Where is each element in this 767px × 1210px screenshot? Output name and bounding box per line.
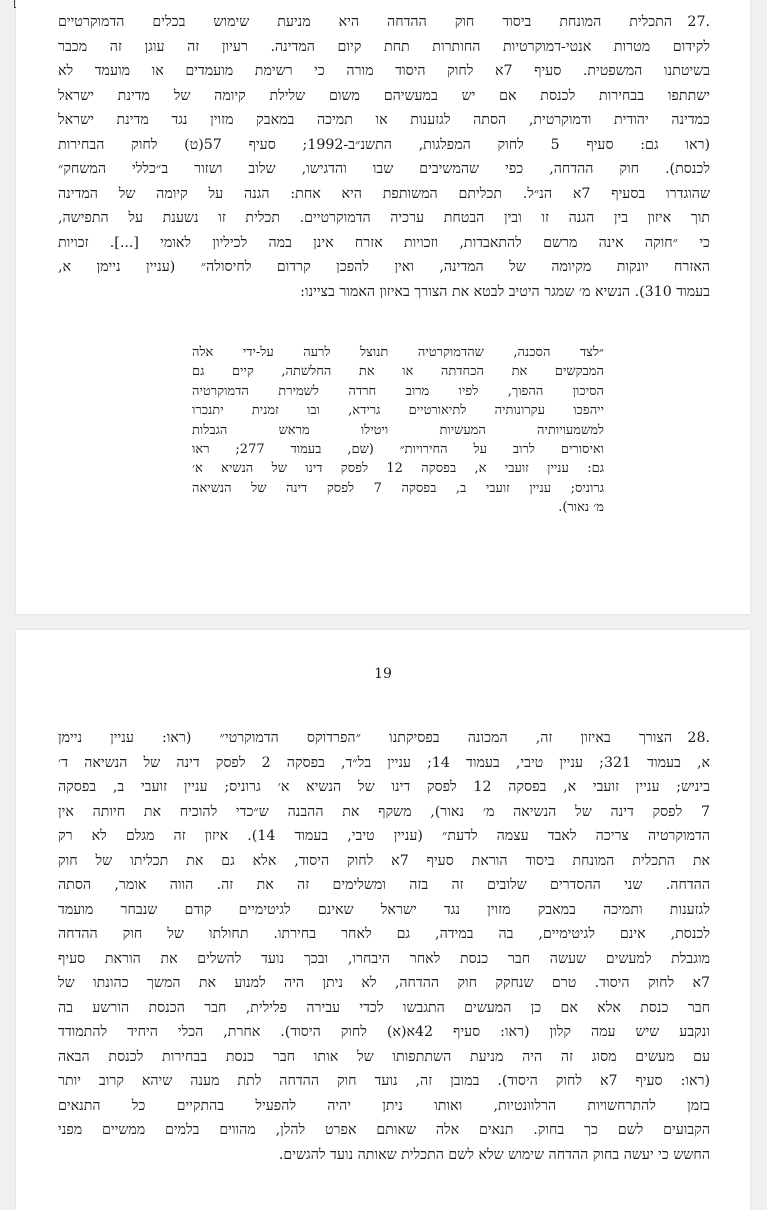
text-line: לגזענות ותמיכה במאבק מזוין נגד ישראל שאינם לגיטימיים קודם שנבחר מועמד [58,901,710,918]
text-line: כמדינה יהודית ודמוקרטית, הסתה לגזענות או תמיכה במאבק מזוין נגד מדינת ישראל [58,112,710,128]
quote-line: גרוניס; עניין זועבי ב, בפסקה 7 לפסק דינה של הנשיאה [192,480,604,496]
text-line: ישתתפו בבחירות לכנסת אם יש במעשיהם משום שלילת קיומה של מדינת ישראל [58,87,710,104]
text-line: הדמוקרטיה צריכה לאבד עצמה לדעת״ (עניין טיבי, בעמוד 14). איזון זה מגלם לא רק [58,828,710,844]
text-line: (ראו: סעיף 7א לחוק היסוד). במובן זה, נועד חוק ההדחה לתת מענה שיהא קרוב יותר [58,1073,710,1089]
text-line: כי ״חוקה אינה מרשם להתאבדות, וזכויות אזרח אינן במה לכיליון לאומי [...]. זכויות [58,234,710,251]
text-line: עם מעשים מסוג זה היה מניעת השתתפותו של אותו חבר כנסת בבחירות לכנסת הבאה [58,1048,710,1065]
text-line: ההדחה. שני ההסדרים שלובים זה בזה ומשלימים זה את זה. הווה אומר, הסתה [58,877,710,893]
text-line: ונקבע שיש עמה קלון (ראו: סעיף 42א(א) לחוק היסוד). אחרת, הכלי היחיד להתמודד [58,1024,710,1040]
text-line: בזמן להתרחשויות הרלוונטיות, ואותו ניתן יהיה להפעיל בהתקיים כל התנאים [58,1097,710,1114]
quote-line: הסיכון ההפוך, לפיו מרוב חרדה לשמירת הדמוקרטיה [192,383,604,399]
page-number: 19 [374,666,392,682]
document-page-top [16,0,750,614]
text-line: לקידום מטרות אנטי-דמוקרטיות החותרות תחת קיום המדינה. רעיון זה עוגן זה מכבר [58,38,710,55]
text-line: 7א לחוק היסוד. טרם שנחקק חוק ההדחה, לא ניתן היה למנוע את המשך כהונתו של [58,975,710,991]
text-line: בעמוד 310). הנשיא מ׳ שמגר היטיב לבטא את הצורך באיזון האמור בציינו: [300,283,710,300]
text-line: מוגבלת למעשים שעשה חבר כנסת לאחר היבחרו, ובכך נועד להשלים את הוראת סעיף [58,950,710,967]
text-line: א, בעמוד 321; עניין טיבי, בעמוד 14; עניין בל״ד, בפסקה 2 לפסק דינה של הנשיאה ד׳ [58,754,710,771]
paragraph-number: .27 [687,14,710,30]
text-line: (ראו גם: סעיף 5 לחוק המפלגות, התשנ״ב-1992; סעיף 57(ט) לחוק הבחירות [58,136,710,153]
quote-line: ייהפכו עקרונותיה לתיאורטיים גרידא, ובו זמנית יתנכרו [192,403,604,419]
document-page-bottom [16,630,750,1210]
paragraph-28 [58,726,710,1167]
paragraph-number: .28 [687,730,710,746]
block-quote [192,343,604,518]
quote-line: ״לצד הסכנה, שהדמוקרטיה תנוצל לרעה על-ידי אלה [192,345,604,360]
quote-line: למשמעויותיה המעשיות ויטילו מראש הגבלות [192,422,604,438]
quote-line: ואיסורים לרוב על החירויות״ (שם, בעמוד 277; ראו [192,442,604,458]
text-line: לכנסת, אינם לגיטימיים, בה במידה, גם לאחר בחירתו. תחולתו של חוק ההדחה [58,926,710,942]
text-line: ביניש; עניין זועבי א, בפסקה 12 לפסק דינו של הנשיא א׳ גרוניס; עניין זועבי ב, בפסקה [58,779,710,795]
text-line: את התכלית המונחת ביסוד הוראת סעיף 7א לחוק היסוד, אלא גם את תכליתו של חוק [58,852,710,869]
quote-line: המבקשים את הכחדתה או את החלשתה, קיים גם [192,364,604,380]
text-line: לכנסת). חוק ההדחה, כפי שהמשיבים שבו והדגישו, שלוב ושזור ב״כללי המשחק״ [58,161,710,177]
paragraph-27 [58,10,710,304]
quote-line: גם: עניין זועבי א, בפסקה 12 לפסק דינו של הנשיא א׳ [192,461,604,477]
text-line: תוך איזון בין הגנה זו ובין הבטחת ערכיה הדמוקרטיים. תכלית זו נשענת על התפישה, [58,210,710,226]
text-line: האזרח יונקות מקיומה של המדינה, ואין להפכן קרדום לחיסולה״ (עניין ניימן א, [58,259,710,275]
text-line: .28הצורך באיזון זה, המכונה בפסיקתנו ״הפרדוקס הדמוקרטי״ (ראו: עניין ניימן [58,726,710,751]
text-line: חבר כנסת אלא אם כן המעשים התגבשו לכדי עבירה פלילית, חבר הכנסת הורשע בה [58,999,710,1016]
text-line: .27התכלית המונחת ביסוד חוק ההדחה היא מניעת שימוש בכלים הדמוקרטיים [58,10,710,35]
text-line: הקבועים לשם כך בחוק. תנאים אלה שאותם אפרט להלן, מהווים בלמים ממשיים מפני [58,1122,710,1138]
text-line: שהוגדרו בסעיף 7א הנ״ל. תכליתם המשותפת היא אחת: הגנה על קיומה של המדינה [58,185,710,202]
text-line: בשיטתנו המשפטית. סעיף 7א לחוק היסוד מורה כי רשימת מועמדים או מועמד לא [58,63,710,79]
quote-line: מ׳ נאור). [558,500,604,516]
text-line: 7 לפסק דינה של הנשיאה מ׳ נאור), משקף את ההבנה ש״כדי להוכיח את חיותה אין [58,803,710,820]
text-line: החשש כי יעשה בחוק ההדחה שימוש שלא לשם התכלית שאותה נועד להגשים. [278,1146,710,1163]
